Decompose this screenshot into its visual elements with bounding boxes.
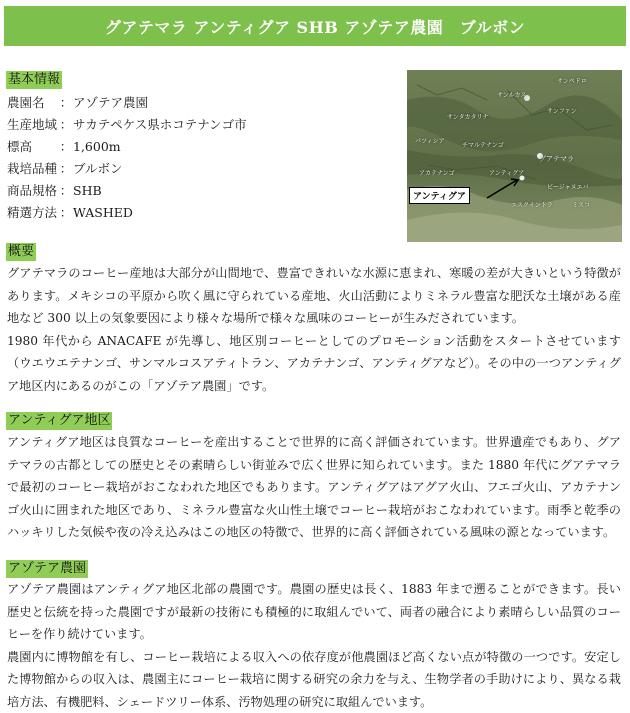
region-map bbox=[407, 70, 622, 242]
overview-paragraph: グアテマラのコーヒー産地は大部分が山間地で、豊富できれいな水源に恵まれ、寒暖の差が大きいという特徴があります。メキシコの平原から吹く風に守られている産地、火山活動によりミネラル豊富な肥沃な土壌がある産地など 300 以上の気象要因により様々な場所で様々な風味のコーヒーが生みだされています。 bbox=[7, 262, 621, 330]
info-label: 農園名 bbox=[7, 92, 59, 114]
azotea-paragraph: 農園内に博物館を有し、コーヒー栽培による収入への依存度が他農園ほど高くない点が特徴の一つです。安定した博物館からの収入は、農園主にコーヒー栽培に関する研究の余力を与え、生物学者の手助けにより、異なる栽培方法、有機肥料、シェードツリー体系、汚物処理の研究に取組んでいます。 bbox=[7, 646, 621, 713]
map-place-label: アンティグア bbox=[489, 168, 524, 177]
info-label: 商品規格 bbox=[7, 180, 59, 202]
info-row-farm bbox=[7, 92, 397, 114]
overview-heading: 概要 bbox=[6, 243, 36, 261]
map-callout-antigua: アンティグア bbox=[409, 187, 470, 204]
info-value: アゾテア農園 bbox=[73, 92, 397, 114]
info-row-region bbox=[7, 114, 397, 136]
map-place-label: アカテナンゴ bbox=[419, 168, 455, 177]
info-separator: ： bbox=[59, 202, 73, 224]
map-place-label: ビージャヌエバ bbox=[547, 182, 589, 191]
info-row-process bbox=[7, 202, 397, 224]
antigua-heading: アンティグア地区 bbox=[6, 412, 112, 430]
info-separator: ： bbox=[59, 180, 73, 202]
basic-info-table bbox=[7, 92, 397, 224]
page-title: グアテマラ アンティグア SHB アゾテア農園 ブルボン bbox=[105, 15, 525, 38]
map-place-label: サンタカタリナ bbox=[447, 112, 488, 121]
info-separator: ： bbox=[59, 158, 73, 180]
overview-paragraph: 1980 年代から ANACAFE が先導し、地区別コーヒーとしてのプロモーション活動をスタートさせています（ウエウエテナンゴ、サンマルコスアティトラン、アカテナンゴ、アンティグアなど）。その中の一つアンティグア地区内にあるのがこの「アゾテア農園」です。 bbox=[7, 330, 621, 398]
info-value: サカテペケス県ホコテナンゴ市 bbox=[73, 114, 397, 136]
info-separator: ： bbox=[59, 136, 73, 158]
map-place-label: チマルテナンゴ bbox=[462, 140, 504, 149]
info-value: WASHED bbox=[73, 202, 397, 224]
azotea-text bbox=[7, 578, 621, 713]
info-row-grade bbox=[7, 180, 397, 202]
map-place-label: サンペドロ bbox=[557, 76, 587, 85]
info-value: 1,600m bbox=[73, 136, 397, 158]
antigua-text bbox=[7, 431, 621, 544]
info-value: ブルボン bbox=[73, 158, 397, 180]
info-label: 精選方法 bbox=[7, 202, 59, 224]
map-place-label: エスクイントラ bbox=[511, 200, 553, 209]
info-row-altitude bbox=[7, 136, 397, 158]
map-place-label: グアテマラ bbox=[539, 154, 574, 164]
info-row-variety bbox=[7, 158, 397, 180]
map-place-label: サンファン bbox=[547, 106, 577, 115]
basic-info-heading: 基本情報 bbox=[6, 71, 62, 89]
info-separator: ： bbox=[59, 114, 73, 136]
info-value: SHB bbox=[73, 180, 397, 202]
azotea-heading: アゾテア農園 bbox=[6, 560, 88, 578]
info-label: 生産地域 bbox=[7, 114, 59, 136]
info-separator: ： bbox=[59, 92, 73, 114]
map-place-label: ミスコ bbox=[572, 200, 590, 209]
overview-text bbox=[7, 262, 621, 397]
antigua-paragraph: アンティグア地区は良質なコーヒーを産出することで世界的に高く評価されています。世界遺産でもあり、グアテマラの古都としての歴史とその素晴らしい街並みで広く世界に知られています。また 1880 年代にグアテマラで最初のコーヒー栽培がおこなわれた地区でもあります。アンティグアはアグア火山、フエゴ火山、アカテナンゴ火山に囲まれた地区であり、ミネラル豊富な火山性土壌でコーヒー栽培がおこなわれています。雨季と乾季のハッキリした気候や夜の冷え込みはこの地区の特徴で、世界的に高く評価されている風味の源となっています。 bbox=[7, 431, 621, 544]
info-label: 栽培品種 bbox=[7, 158, 59, 180]
azotea-paragraph: アゾテア農園はアンティグア地区北部の農園です。農園の歴史は長く、1883 年まで遡ることができます。長い歴史と伝統を持った農園ですが最新の技術にも積極的に取組んでいて、両者の融合により素晴らしい品質のコーヒーを作り続けています。 bbox=[7, 578, 621, 646]
title-banner bbox=[4, 6, 626, 46]
info-label: 標高 bbox=[7, 136, 59, 158]
map-place-label: サンルカス bbox=[497, 90, 527, 99]
map-place-label: パツィシア bbox=[415, 136, 445, 145]
